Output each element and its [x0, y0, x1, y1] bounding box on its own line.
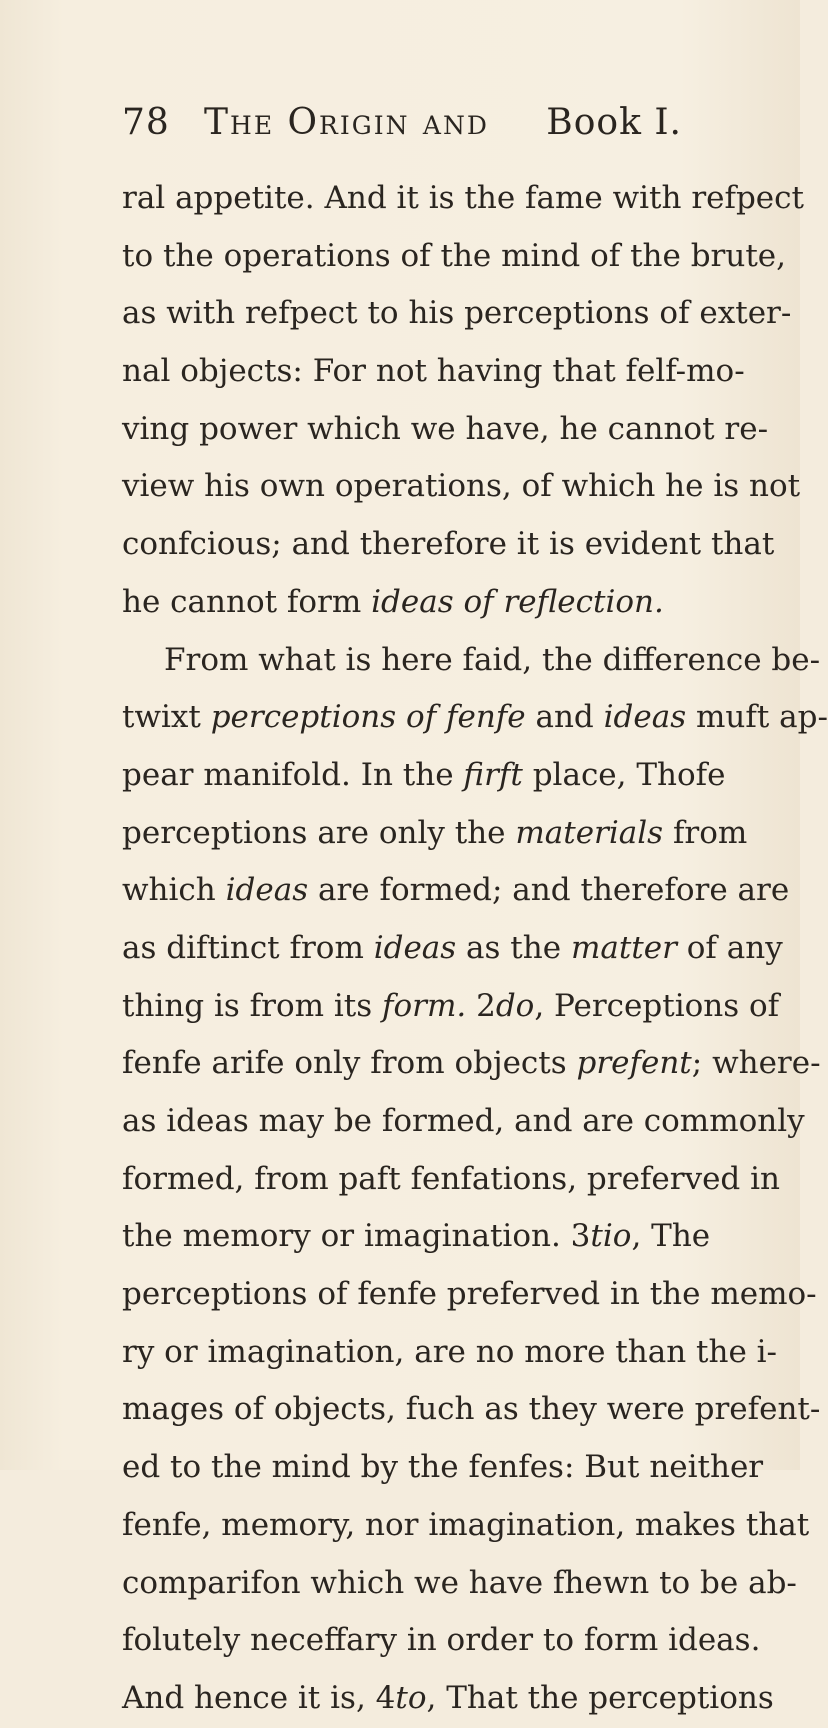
text-line — [122, 458, 801, 516]
text-segment: perceptions of fenfe preferved in the memo- — [122, 1276, 817, 1313]
text-segment: to the operations of the mind of the brute, — [122, 237, 787, 274]
text-line — [122, 285, 792, 343]
italic-text: ideas — [603, 699, 687, 736]
text-line — [122, 516, 775, 574]
text-segment: he cannot form — [122, 583, 372, 620]
text-segment: formed, from paft fenfations, preferved in — [122, 1160, 781, 1197]
text-segment: And hence it is, 4 — [122, 1679, 396, 1716]
text-segment: fenfe, memory, nor imagination, makes that — [122, 1506, 810, 1543]
text-segment: thing is from its — [122, 987, 383, 1024]
text-segment: are formed; and therefore are — [308, 872, 790, 909]
text-segment: pear manifold. In the — [122, 756, 464, 793]
text-segment: fenfe arife only from objects — [122, 1045, 577, 1082]
text-line — [122, 1439, 764, 1497]
text-line — [122, 920, 783, 978]
text-line — [122, 1151, 781, 1209]
text-line — [122, 1381, 821, 1439]
text-line — [122, 805, 748, 863]
text-line — [122, 1093, 805, 1151]
text-segment: view his own operations, of which he is not — [122, 468, 801, 505]
text-line — [122, 862, 790, 920]
text-segment: ry or imagination, are no more than the i- — [122, 1333, 778, 1370]
text-segment: and — [525, 699, 604, 736]
text-segment: , The — [631, 1218, 711, 1255]
text-line — [122, 1208, 711, 1266]
italic-text: form. — [382, 987, 467, 1024]
text-line — [122, 689, 828, 747]
page-number: 78 — [122, 102, 170, 143]
text-segment: as diftinct from — [122, 929, 374, 966]
text-segment: as with refpect to his perceptions of exter- — [122, 295, 792, 332]
text-segment: , Perceptions of — [534, 987, 780, 1024]
italic-text: materials — [515, 814, 664, 851]
text-line — [122, 1035, 821, 1093]
text-line — [122, 343, 745, 401]
italic-text: ideas — [373, 929, 457, 966]
text-segment: 2 — [466, 987, 496, 1024]
italic-text: ideas of reflection. — [371, 583, 664, 620]
text-line — [122, 574, 684, 632]
text-segment: mages of objects, fuch as they were prefent- — [122, 1391, 821, 1428]
text-segment: folutely neceffary in order to form ideas. — [122, 1622, 761, 1659]
text-segment: from — [663, 814, 748, 851]
text-segment: the memory or imagination. 3 — [122, 1218, 591, 1255]
text-segment: ; where- — [691, 1045, 821, 1082]
text-segment: as ideas may be formed, and are commonly — [122, 1103, 805, 1139]
running-header — [122, 102, 682, 162]
italic-text: prefent — [576, 1045, 692, 1082]
text-line — [122, 632, 821, 690]
text-segment: twixt — [122, 699, 211, 736]
italic-text: ideas — [225, 872, 309, 909]
text-segment: muft ap- — [686, 699, 828, 736]
book-label: Book I. — [546, 102, 682, 143]
text-segment: place, Thofe — [522, 756, 726, 793]
text-line — [122, 1670, 774, 1728]
italic-text: tio — [590, 1218, 632, 1255]
text-segment: nal objects: For not having that felf-mo- — [122, 353, 745, 390]
text-segment: From what is here faid, the difference be- — [164, 641, 821, 678]
text-line — [122, 1612, 761, 1670]
text-line — [122, 1497, 810, 1555]
text-segment: ving power which we have, he cannot re- — [122, 410, 769, 447]
text-segment: , That the perceptions — [426, 1679, 774, 1716]
text-segment: comparifon which we have fhewn to be ab- — [122, 1564, 797, 1601]
text-line — [122, 978, 780, 1036]
text-segment: as the — [456, 929, 571, 966]
text-line — [122, 1555, 797, 1613]
italic-text: do — [495, 987, 535, 1024]
text-segment: of any — [676, 929, 783, 966]
text-segment: ed to the mind by the fenfes: But neither — [122, 1449, 764, 1486]
text-line — [122, 401, 769, 459]
text-line — [122, 228, 787, 286]
italic-text: perceptions of fenfe — [210, 699, 526, 736]
text-line — [122, 747, 726, 805]
text-segment: perceptions are only the — [122, 814, 516, 851]
text-segment: ral appetite. And it is the fame with refpect — [122, 180, 804, 216]
text-segment: confcious; and therefore it is evident that — [122, 526, 775, 563]
text-line — [122, 1266, 817, 1324]
running-title: The Origin and — [204, 102, 489, 143]
italic-text: firft — [463, 756, 523, 793]
text-segment: which — [122, 872, 226, 909]
italic-text: to — [395, 1679, 427, 1716]
italic-text: matter — [570, 929, 677, 966]
body-text — [122, 170, 828, 1728]
text-line — [122, 170, 804, 228]
text-line — [122, 1324, 778, 1382]
